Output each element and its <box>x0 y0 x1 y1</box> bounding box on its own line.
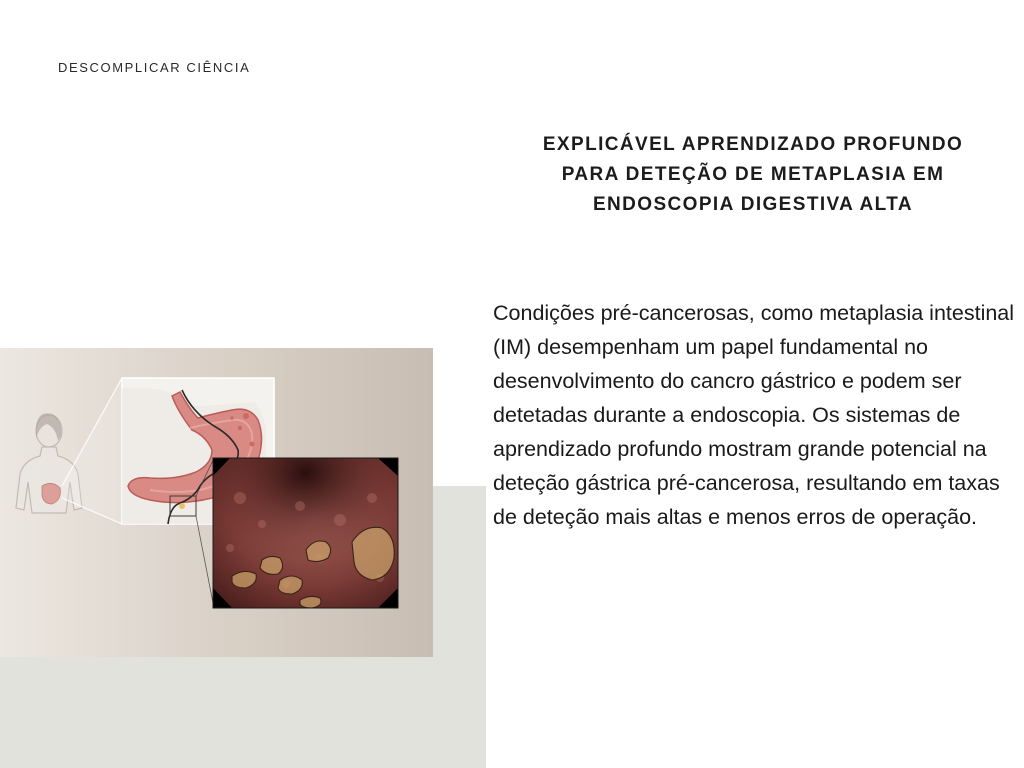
page-title: EXPLICÁVEL APRENDIZADO PROFUNDO PARA DETEÇÃO DE METAPLASIA EM ENDOSCOPIA DIGESTIVA ALTA <box>542 134 964 215</box>
endoscopy-illustration <box>0 348 433 657</box>
body-paragraph: Condições pré-cancerosas, como metaplasia intestinal (IM) desempenham um papel fundamental no desenvolvimento do cancro gástrico e podem ser detetadas durante a endoscopia. Os sistemas de aprendizado profundo mostram grande potencial na deteção gástrica pré-cancerosa, resultando em taxas de deteção mais altas e menos erros de operação. <box>493 301 1015 529</box>
brand-label: DESCOMPLICAR CIÊNCIA <box>58 60 251 75</box>
endoscopy-view <box>213 458 398 608</box>
